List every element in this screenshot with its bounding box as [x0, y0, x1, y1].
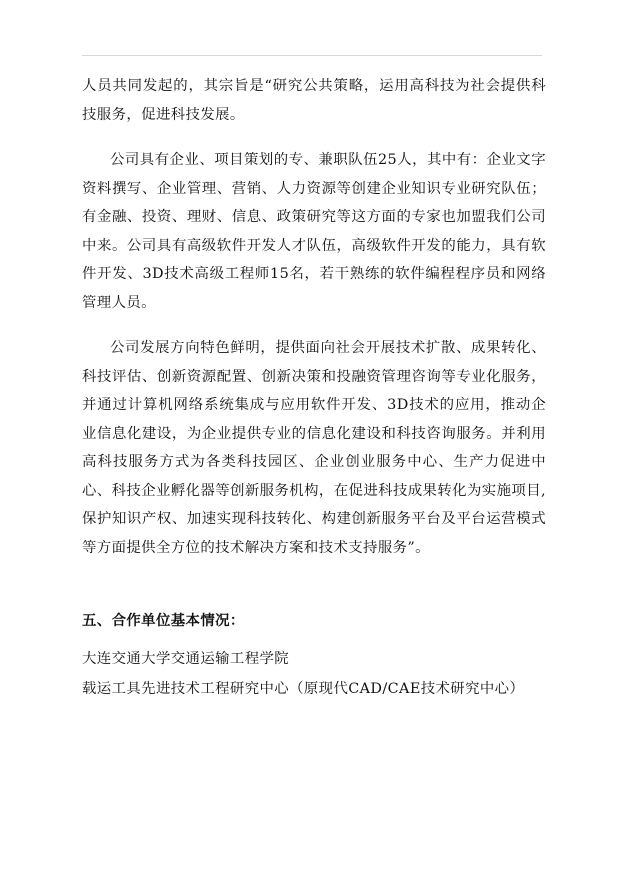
document-body: [82, 72, 546, 704]
section-heading-partners: 五、合作单位基本情况：: [82, 612, 245, 629]
heading-spacer: [82, 636, 546, 644]
partner-line: 载运工具先进技术工程研究中心（原现代CAD/CAE技术研究中心）: [82, 680, 525, 697]
paragraph-team: 公司具有企业、项目策划的专、兼职队伍25人，其中有：企业文字资料撰写、企业管理、营销、人力资源等创建企业知识专业研究队伍；有金融、投资、理财、信息、政策研究等这方面的专家也加盟我们公司中来。公司具有高级软件开发人才队伍，高级软件开发的能力，具有软件开发、3D技术高级工程师15名，若干熟练的软件编程程序员和网络管理人员。: [82, 152, 546, 311]
paragraph-direction: 公司发展方向特色鲜明，提供面向社会开展技术扩散、成果转化、科技评估、创新资源配置、创新决策和投融资管理咨询等专业化服务，并通过计算机网络系统集成与应用软件开发、3D技术的应用，推动企业信息化建设，为企业提供专业的信息化建设和科技咨询服务。并利用高科技服务方式为各类科技园区、企业创业服务中心、生产力促进中心、科技企业孵化器等创新服务机构，在促进科技成果转化为实施项目,保护知识产权、加速实现科技转化、构建创新服务平台及平台运营模式等方面提供全方位的技术解决方案和技术支持服务”。: [82, 340, 546, 556]
section-spacer: [82, 562, 546, 607]
paragraph-intro: 人员共同发起的，其宗旨是“研究公共策略，运用高科技为社会提供科技服务，促进科技发展。: [82, 78, 546, 123]
paragraph-spacer: [82, 317, 546, 334]
paragraph-spacer: [82, 129, 546, 146]
partner-line: 大连交通大学交通运输工程学院: [82, 650, 290, 667]
header-divider: [82, 55, 542, 56]
